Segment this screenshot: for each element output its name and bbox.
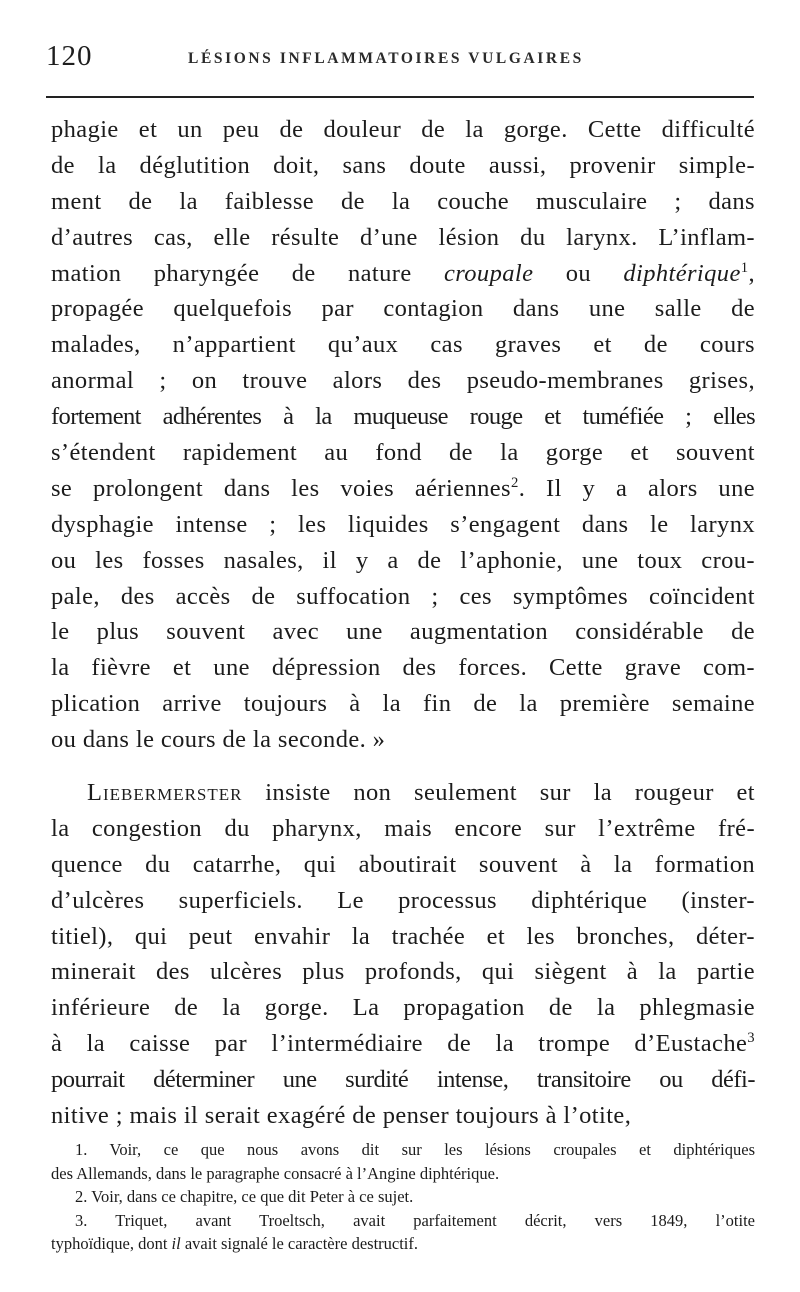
footnote-ref-2: 2 xyxy=(510,474,519,491)
text-line: minerait des ulcères plus profonds, qui siègent à la partie xyxy=(51,958,755,986)
body-text xyxy=(51,112,755,1134)
author-name: Liebermerster xyxy=(87,779,243,807)
text-line: ment de la faiblesse de la couche musculaire ; dans xyxy=(51,187,755,215)
footnotes xyxy=(51,1138,755,1256)
text-run: ou xyxy=(565,259,592,287)
text-line: quence du catarrhe, qui aboutirait souvent à la formation xyxy=(51,850,755,878)
text-line: le plus souvent avec une augmentation considérable de xyxy=(51,618,755,646)
text-run: à la caisse par l’intermédiaire de la trompe d’Eustache xyxy=(51,1030,748,1058)
text-line xyxy=(51,775,755,811)
page-header xyxy=(46,40,756,76)
text-run: , xyxy=(748,259,755,287)
footnote-ref-3: 3 xyxy=(747,1030,755,1047)
footnote-3-line: 3. Triquet, avant Troeltsch, avait parfaitement décrit, vers 1849, l’otite xyxy=(75,1210,755,1230)
text-line: la fièvre et une dépression des forces. Cette grave com- xyxy=(51,654,755,682)
text-run: avait signalé le caractère destructif. xyxy=(184,1234,419,1253)
text-line: pale, des accès de suffocation ; ces symptômes coïncident xyxy=(51,582,755,610)
running-title: LÉSIONS INFLAMMATOIRES VULGAIRES xyxy=(188,50,584,67)
footnote-2: 2. Voir, dans ce chapitre, ce que dit Peter à ce sujet. xyxy=(75,1187,414,1206)
text-line: dysphagie intense ; les liquides s’engagent dans le larynx xyxy=(51,510,755,538)
text-run: se prolongent dans les voies aériennes xyxy=(51,474,511,502)
footnote-1-line: 1. Voir, ce que nous avons dit sur les lésions croupales et diphtériques xyxy=(75,1140,755,1159)
text-line: phagie et un peu de douleur de la gorge. Cette difficulté xyxy=(51,116,755,143)
footnote-ref-1: 1 xyxy=(740,259,749,276)
header-rule xyxy=(46,96,754,98)
text-line: propagée quelquefois par contagion dans une salle de xyxy=(51,295,755,323)
italic-word: il xyxy=(171,1234,181,1253)
text-line: d’ulcères superficiels. Le processus diphtérique (inster- xyxy=(51,886,755,914)
text-line: d’autres cas, elle résulte d’une lésion du larynx. L’inflam- xyxy=(51,223,755,251)
text-line: de la déglutition doit, sans doute aussi, provenir simple- xyxy=(51,151,755,179)
paragraph-gap xyxy=(51,758,755,775)
footnote-3-line xyxy=(51,1232,755,1256)
text-line xyxy=(51,256,755,292)
text-run: . Il y a alors une xyxy=(518,474,755,502)
text-line: malades, n’appartient qu’aux cas graves et de cours xyxy=(51,331,755,359)
text-line: pourrait déterminer une surdité intense, transitoire ou défi- xyxy=(51,1066,755,1094)
text-line: anormal ; on trouve alors des pseudo-membranes grises, xyxy=(51,367,755,395)
italic-term-croupale: croupale xyxy=(443,259,534,287)
footnote-1-line: des Allemands, dans le paragraphe consacré à l’Angine diphtérique. xyxy=(51,1163,500,1183)
text-line: plication arrive toujours à la fin de la première semaine xyxy=(51,690,755,718)
text-run: typhoïdique, dont xyxy=(51,1234,168,1253)
text-line: inférieure de la gorge. La propagation de la phlegmasie xyxy=(51,994,755,1022)
text-line: la congestion du pharynx, mais encore sur l’extrême fré- xyxy=(51,814,755,842)
text-line: nitive ; mais il serait exagéré de penser toujours à l’otite, xyxy=(51,1102,632,1130)
text-line: ou dans le cours de la seconde. » xyxy=(51,726,386,754)
text-line xyxy=(51,471,755,507)
text-line xyxy=(51,1026,755,1062)
paragraph-2 xyxy=(51,775,755,1134)
text-line: ou les fosses nasales, il y a de l’aphonie, une toux crou- xyxy=(51,546,755,574)
paragraph-1 xyxy=(51,112,755,758)
text-run: mation pharyngée de nature xyxy=(51,259,412,287)
text-run: insiste non seulement sur la rougeur et xyxy=(265,779,755,807)
text-line: s’étendent rapidement au fond de la gorge et souvent xyxy=(51,439,755,467)
italic-term-diphterique: diphtérique xyxy=(623,259,741,287)
text-line: titiel), qui peut envahir la trachée et les bronches, déter- xyxy=(51,922,755,950)
text-line: fortement adhérentes à la muqueuse rouge et tuméfiée ; elles xyxy=(51,403,755,431)
page-number: 120 xyxy=(46,40,93,72)
